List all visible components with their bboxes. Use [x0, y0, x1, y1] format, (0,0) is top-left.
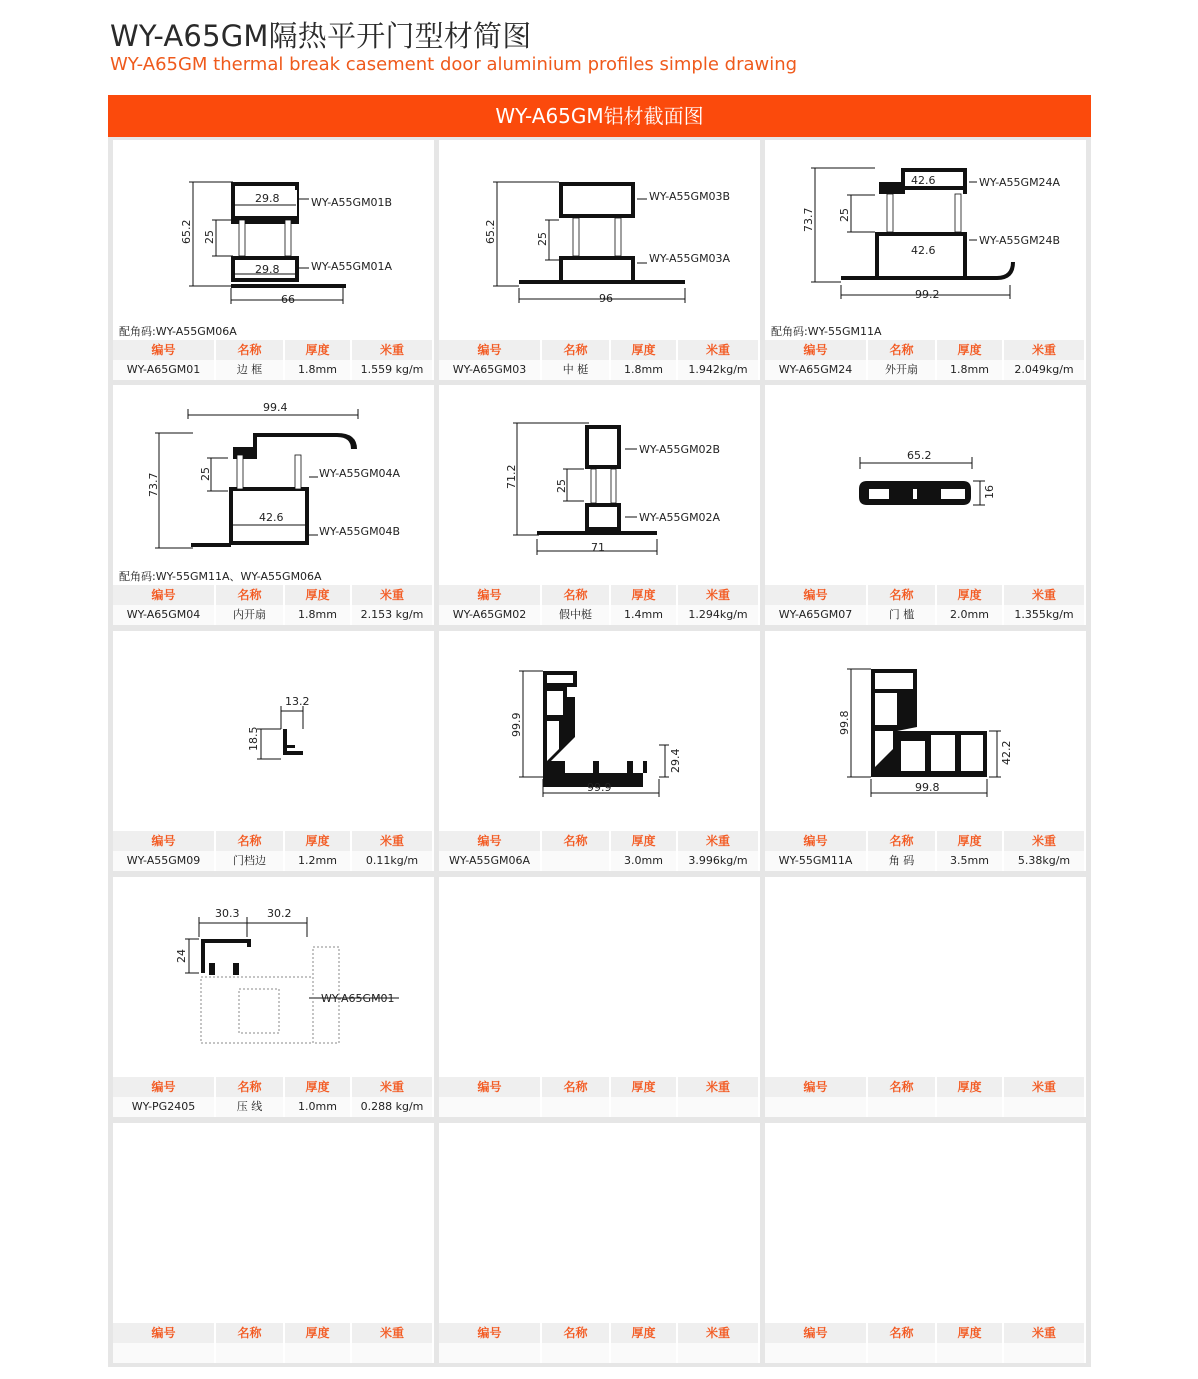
spec-header-thickness: 厚度 — [285, 1077, 350, 1097]
spec-name — [216, 1343, 283, 1363]
spec-code: WY-A65GM03 — [439, 360, 540, 380]
profile-card — [113, 631, 434, 871]
spec-header-weight: 米重 — [678, 585, 758, 605]
spec-header-code: 编号 — [439, 340, 540, 360]
spec-header-code: 编号 — [439, 1077, 540, 1097]
spec-code: WY-A65GM24 — [765, 360, 866, 380]
spec-code — [113, 1343, 214, 1363]
dim-width-top: 65.2 — [907, 449, 932, 462]
spec-weight: 1.294kg/m — [678, 605, 758, 625]
spec-weight: 1.355kg/m — [1004, 605, 1084, 625]
dim-width-top: 29.8 — [255, 192, 280, 205]
spec-thickness: 3.5mm — [937, 851, 1002, 871]
spec-thickness — [611, 1097, 676, 1117]
spec-code: WY-PG2405 — [113, 1097, 214, 1117]
spec-table — [439, 831, 760, 871]
spec-weight: 1.559 kg/m — [352, 360, 432, 380]
part-label-a: WY-A55GM01B — [311, 196, 393, 209]
spec-header-thickness: 厚度 — [285, 585, 350, 605]
profile-card — [765, 877, 1086, 1117]
dim-width-mid: 42.6 — [911, 244, 936, 257]
spec-header-weight: 米重 — [678, 1077, 758, 1097]
corner-code-note: 配角码:WY-55GM11A — [771, 325, 882, 338]
profile-card — [765, 1123, 1086, 1363]
spec-header-weight: 米重 — [678, 340, 758, 360]
dim-height-strip: 25 — [838, 208, 851, 222]
spec-header-code: 编号 — [765, 831, 866, 851]
dim-width-mid: 42.6 — [259, 511, 284, 524]
part-label-a: WY-A55GM04A — [319, 467, 401, 480]
part-label-b: WY-A55GM03A — [649, 252, 731, 265]
profile-drawing — [765, 385, 1086, 585]
dim-width-top: 30.3 — [215, 907, 240, 920]
dim-width-mid: 30.2 — [267, 907, 292, 920]
spec-weight: 5.38kg/m — [1004, 851, 1084, 871]
spec-header-code: 编号 — [765, 1077, 866, 1097]
spec-header-weight: 米重 — [352, 1077, 432, 1097]
part-label-a: WY-A55GM02B — [639, 443, 721, 456]
spec-header-thickness: 厚度 — [937, 585, 1002, 605]
spec-header-thickness: 厚度 — [611, 1077, 676, 1097]
spec-thickness: 1.2mm — [285, 851, 350, 871]
spec-table — [113, 340, 434, 380]
spec-weight — [1004, 1097, 1084, 1117]
profile-drawing — [439, 631, 760, 831]
spec-thickness — [937, 1343, 1002, 1363]
spec-header-name: 名称 — [868, 1323, 935, 1343]
dim-width-bottom: 71 — [591, 541, 605, 554]
dim-height-total: 65.2 — [484, 219, 497, 244]
section-banner: WY-A65GM铝材截面图 — [108, 95, 1091, 137]
spec-thickness — [937, 1097, 1002, 1117]
profile-card — [439, 877, 760, 1117]
spec-name — [542, 851, 609, 871]
spec-header-weight: 米重 — [352, 831, 432, 851]
profile-card — [113, 385, 434, 625]
spec-table — [765, 831, 1086, 871]
spec-name: 外开扇 — [868, 360, 935, 380]
spec-table — [439, 1323, 760, 1363]
spec-name: 假中梃 — [542, 605, 609, 625]
spec-table — [765, 340, 1086, 380]
profile-drawing — [113, 631, 434, 831]
spec-header-code: 编号 — [113, 831, 214, 851]
spec-header-weight: 米重 — [352, 1323, 432, 1343]
spec-thickness: 3.0mm — [611, 851, 676, 871]
dim-width-mid: 29.8 — [255, 263, 280, 276]
spec-weight: 0.11kg/m — [352, 851, 432, 871]
corner-code-note: 配角码:WY-55GM11A、WY-A55GM06A — [119, 570, 322, 583]
dim-height-strip: 25 — [555, 479, 568, 493]
spec-header-code: 编号 — [765, 585, 866, 605]
spec-weight — [1004, 1343, 1084, 1363]
dim-width-top: 99.4 — [263, 401, 288, 414]
spec-header-thickness: 厚度 — [937, 831, 1002, 851]
spec-header-code: 编号 — [439, 831, 540, 851]
dim-width-bottom: 99.8 — [915, 781, 940, 794]
spec-table — [439, 1077, 760, 1117]
spec-table — [765, 1323, 1086, 1363]
spec-thickness: 2.0mm — [937, 605, 1002, 625]
spec-code: WY-A65GM01 — [113, 360, 214, 380]
spec-thickness: 1.4mm — [611, 605, 676, 625]
spec-table — [439, 585, 760, 625]
spec-header-name: 名称 — [542, 585, 609, 605]
spec-weight: 2.153 kg/m — [352, 605, 432, 625]
spec-thickness: 1.8mm — [285, 605, 350, 625]
profile-card — [439, 385, 760, 625]
spec-weight: 2.049kg/m — [1004, 360, 1084, 380]
spec-table — [439, 340, 760, 380]
dim-height-total: 18.5 — [247, 726, 260, 751]
spec-header-name: 名称 — [216, 340, 283, 360]
spec-code: WY-A65GM07 — [765, 605, 866, 625]
spec-code — [439, 1343, 540, 1363]
spec-header-weight: 米重 — [1004, 1077, 1084, 1097]
spec-header-name: 名称 — [542, 340, 609, 360]
profile-card — [439, 140, 760, 380]
spec-header-weight: 米重 — [352, 585, 432, 605]
spec-table — [113, 1323, 434, 1363]
spec-table — [113, 831, 434, 871]
dim-width-bottom: 99.9 — [587, 781, 612, 794]
spec-header-thickness: 厚度 — [611, 340, 676, 360]
spec-header-name: 名称 — [542, 1077, 609, 1097]
spec-thickness: 1.8mm — [611, 360, 676, 380]
spec-table — [765, 1077, 1086, 1117]
spec-weight: 1.942kg/m — [678, 360, 758, 380]
spec-thickness: 1.0mm — [285, 1097, 350, 1117]
spec-header-thickness: 厚度 — [611, 1323, 676, 1343]
spec-name: 内开扇 — [216, 605, 283, 625]
spec-code: WY-A65GM04 — [113, 605, 214, 625]
spec-header-thickness: 厚度 — [937, 1077, 1002, 1097]
spec-weight — [678, 1097, 758, 1117]
dim-height-total: 16 — [983, 485, 996, 499]
spec-header-name: 名称 — [542, 831, 609, 851]
spec-code: WY-55GM11A — [765, 851, 866, 871]
spec-name: 压 线 — [216, 1097, 283, 1117]
spec-header-thickness: 厚度 — [611, 585, 676, 605]
page-title: WY-A65GM隔热平开门型材简图 — [110, 19, 532, 53]
spec-header-name: 名称 — [216, 1077, 283, 1097]
part-label-b: WY-A55GM02A — [639, 511, 721, 524]
dim-width-bottom: 99.2 — [915, 288, 940, 301]
profile-card — [113, 140, 434, 380]
spec-header-name: 名称 — [216, 831, 283, 851]
part-label-a: WY-A55GM03B — [649, 190, 731, 203]
spec-thickness: 1.8mm — [285, 360, 350, 380]
spec-header-code: 编号 — [113, 1323, 214, 1343]
spec-header-code: 编号 — [113, 585, 214, 605]
part-label-b: WY-A55GM24B — [979, 234, 1061, 247]
spec-table — [113, 585, 434, 625]
profile-drawing — [113, 140, 434, 340]
spec-header-code: 编号 — [439, 585, 540, 605]
profile-drawing — [765, 140, 1086, 340]
dim-height-strip: 25 — [199, 467, 212, 481]
part-label-b: WY-A55GM04B — [319, 525, 401, 538]
spec-header-weight: 米重 — [1004, 1323, 1084, 1343]
profile-card — [765, 631, 1086, 871]
spec-code: WY-A65GM02 — [439, 605, 540, 625]
spec-header-code: 编号 — [113, 1077, 214, 1097]
spec-name: 角 码 — [868, 851, 935, 871]
spec-name: 门 槛 — [868, 605, 935, 625]
profile-card — [113, 1123, 434, 1363]
spec-header-code: 编号 — [765, 340, 866, 360]
spec-name: 边 框 — [216, 360, 283, 380]
profile-drawing — [439, 385, 760, 585]
spec-header-thickness: 厚度 — [937, 1323, 1002, 1343]
spec-name — [868, 1097, 935, 1117]
dim-width-top: 42.6 — [911, 174, 936, 187]
dim-height-strip: 42.2 — [1000, 740, 1013, 765]
spec-header-weight: 米重 — [1004, 585, 1084, 605]
spec-code — [765, 1097, 866, 1117]
spec-name: 中 梃 — [542, 360, 609, 380]
dim-height-strip: 25 — [536, 232, 549, 246]
spec-header-name: 名称 — [868, 340, 935, 360]
spec-header-thickness: 厚度 — [285, 340, 350, 360]
dim-height-total: 99.8 — [838, 710, 851, 735]
spec-header-name: 名称 — [868, 831, 935, 851]
spec-weight: 3.996kg/m — [678, 851, 758, 871]
profile-drawing — [113, 877, 434, 1077]
corner-code-note: 配角码:WY-A55GM06A — [119, 325, 237, 338]
spec-header-weight: 米重 — [678, 831, 758, 851]
profile-card — [113, 877, 434, 1117]
spec-name — [542, 1097, 609, 1117]
spec-code: WY-A55GM06A — [439, 851, 540, 871]
spec-thickness — [611, 1343, 676, 1363]
dim-height-total: 71.2 — [505, 464, 518, 489]
spec-header-thickness: 厚度 — [285, 831, 350, 851]
profile-card — [765, 140, 1086, 380]
part-label-b: WY-A55GM01A — [311, 260, 393, 273]
spec-name: 门档边 — [216, 851, 283, 871]
profile-drawing — [765, 631, 1086, 831]
spec-name — [868, 1343, 935, 1363]
spec-header-weight: 米重 — [352, 340, 432, 360]
dim-height-strip: 29.4 — [669, 748, 682, 773]
profile-grid — [108, 137, 1091, 1367]
part-label-a: WY-A65GM01 — [321, 992, 395, 1005]
profile-card — [439, 1123, 760, 1363]
spec-header-weight: 米重 — [1004, 340, 1084, 360]
spec-header-code: 编号 — [113, 340, 214, 360]
part-label-a: WY-A55GM24A — [979, 176, 1061, 189]
spec-header-thickness: 厚度 — [611, 831, 676, 851]
spec-header-name: 名称 — [216, 1323, 283, 1343]
spec-table — [113, 1077, 434, 1117]
spec-thickness — [285, 1343, 350, 1363]
spec-header-weight: 米重 — [1004, 831, 1084, 851]
spec-header-code: 编号 — [765, 1323, 866, 1343]
dim-height-total: 24 — [175, 949, 188, 963]
spec-header-thickness: 厚度 — [285, 1323, 350, 1343]
spec-header-thickness: 厚度 — [937, 340, 1002, 360]
spec-header-name: 名称 — [868, 585, 935, 605]
spec-header-name: 名称 — [542, 1323, 609, 1343]
dim-height-total: 65.2 — [180, 219, 193, 244]
spec-code — [439, 1097, 540, 1117]
profile-card — [765, 385, 1086, 625]
spec-header-name: 名称 — [868, 1077, 935, 1097]
spec-header-weight: 米重 — [678, 1323, 758, 1343]
dim-height-total: 73.7 — [147, 472, 160, 497]
spec-code — [765, 1343, 866, 1363]
dim-height-strip: 25 — [203, 230, 216, 244]
profile-drawing — [113, 385, 434, 585]
spec-weight: 0.288 kg/m — [352, 1097, 432, 1117]
spec-thickness: 1.8mm — [937, 360, 1002, 380]
spec-table — [765, 585, 1086, 625]
spec-header-name: 名称 — [216, 585, 283, 605]
spec-weight — [678, 1343, 758, 1363]
spec-name — [542, 1343, 609, 1363]
dim-width-bottom: 66 — [281, 293, 295, 306]
spec-header-code: 编号 — [439, 1323, 540, 1343]
dim-height-total: 73.7 — [802, 207, 815, 232]
page-subtitle: WY-A65GM thermal break casement door aluminium profiles simple drawing — [110, 54, 798, 75]
dim-width-top: 13.2 — [285, 695, 310, 708]
profile-drawing — [439, 140, 760, 340]
spec-weight — [352, 1343, 432, 1363]
spec-code: WY-A55GM09 — [113, 851, 214, 871]
profile-card — [439, 631, 760, 871]
dim-width-bottom: 96 — [599, 292, 613, 305]
dim-height-total: 99.9 — [510, 712, 523, 737]
